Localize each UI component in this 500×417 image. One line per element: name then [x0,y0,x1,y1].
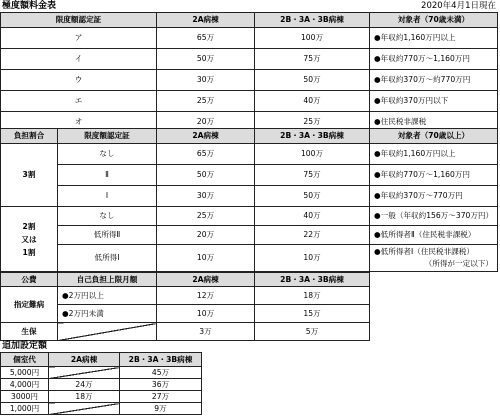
cell-room: 1,000円 [1,403,49,415]
cell-2a: 50万 [157,49,255,70]
cell-empty-slash [49,367,120,379]
cell-2b: 45万 [120,367,202,379]
cell-grade: Ⅰ [58,186,157,207]
cell-2a: 24万 [49,379,120,391]
cell-2b: 36万 [120,379,202,391]
table-public-expense [0,272,370,341]
header-2a: 2A病棟 [157,13,255,28]
cell-2b: 10万 [255,245,370,272]
header-limit: 自己負担上限月額 [58,273,157,287]
cell-target: ●年収約770万～1,160万円 [370,165,498,186]
header-room: 個室代 [1,353,49,367]
cell-target [370,245,498,272]
cell-limit: ●2万円以上 [58,287,157,305]
cell-2b: 27万 [120,391,202,403]
table-row [1,323,370,341]
cell-2b: 15万 [255,305,370,323]
header-target: 対象者（70歳未満） [370,13,498,28]
header-burden: 負担割合 [1,129,58,144]
cell-room: 5,000円 [1,367,49,379]
cell-2a: 3万 [157,323,255,341]
cell-grade: エ [1,91,157,112]
cell-room: 4,000円 [1,379,49,391]
table-row [1,287,370,305]
header-2b3a3b: 2B・3A・3B病棟 [255,129,370,144]
header-2a: 2A病棟 [157,129,255,144]
burden-3wari: 3割 [1,144,58,207]
cell-2b: 5万 [255,323,370,341]
target-text: ●低所得者Ⅰ（住民税非課税） [374,247,474,256]
cell-target: ●一般（年収約156万～370万円） [370,207,498,226]
table-row [1,70,498,91]
cell-2a: 50万 [157,165,255,186]
table-extra [0,352,202,415]
header-ninteishou: 限度額認定証 [58,129,157,144]
section-title-extra: 追加設定額 [2,341,48,351]
table-row [1,186,498,207]
cell-target: ●低所得者Ⅱ（住民税非課税） [370,226,498,245]
cell-2a: 65万 [157,28,255,49]
table-row [1,144,498,165]
cell-2a: 25万 [157,91,255,112]
table-row [1,49,498,70]
cell-target: ●年収約370万円以下 [370,91,498,112]
table-row [1,391,202,403]
cell-2b: 75万 [255,165,370,186]
cell-target: ●住民税非課税 [370,112,498,133]
header-target: 対象者（70歳以上） [370,129,498,144]
table-over70 [0,128,498,272]
burden-1wari: 1割 [22,247,36,257]
header-2b3a3b: 2B・3A・3B病棟 [255,13,370,28]
cell-grade: なし [58,144,157,165]
header-ninteishou: 限度額認定証 [1,13,157,28]
cell-2b: 40万 [255,91,370,112]
cell-empty-slash [58,323,157,341]
cell-2a: 10万 [157,245,255,272]
table-row [1,367,202,379]
cell-room: 3000円 [1,391,49,403]
cell-grade: Ⅱ [58,165,157,186]
cell-target: ●年収約1,160万円以上 [370,28,498,49]
cell-limit: ●2万円未満 [58,305,157,323]
page-title: 極度額料金表 [2,1,57,11]
cell-target: ●年収約770万～1,160万円 [370,49,498,70]
cell-empty-slash [49,403,120,415]
burden-2-1wari [1,207,58,272]
cell-2a: 18万 [49,391,120,403]
cell-2b: 40万 [255,207,370,226]
cell-grade: 低所得Ⅰ [58,245,157,272]
cell-2a: 20万 [157,112,255,133]
table-row [1,165,498,186]
table-row [1,91,498,112]
cell-2b: 100万 [255,28,370,49]
header-2b3a3b: 2B・3A・3B病棟 [120,353,202,367]
label-shitei-nanbyo: 指定難病 [1,287,58,323]
cell-2a: 12万 [157,287,255,305]
table-row [1,226,498,245]
table-row [1,28,498,49]
header-2b3a3b: 2B・3A・3B病棟 [255,273,370,287]
cell-grade: イ [1,49,157,70]
table-row [1,379,202,391]
cell-2b: 22万 [255,226,370,245]
cell-target: ●年収約370万～770万円 [370,186,498,207]
cell-target: ●年収約1,160万円以上 [370,144,498,165]
table-under70 [0,12,498,133]
header-2a: 2A病棟 [49,353,120,367]
header-public: 公費 [1,273,58,287]
cell-grade: なし [58,207,157,226]
cell-2b: 9万 [120,403,202,415]
cell-target: ●年収約370万～約770万円 [370,70,498,91]
burden-or: 又は [21,234,37,244]
cell-2b: 18万 [255,287,370,305]
cell-2a: 65万 [157,144,255,165]
cell-2b: 50万 [255,70,370,91]
cell-2b: 25万 [255,112,370,133]
burden-2wari: 2割 [22,221,36,231]
cell-2b: 75万 [255,49,370,70]
cell-grade: ア [1,28,157,49]
cell-2b: 50万 [255,186,370,207]
cell-2a: 25万 [157,207,255,226]
cell-2b: 100万 [255,144,370,165]
table-row [1,403,202,415]
label-seiho: 生保 [1,323,58,341]
cell-2a: 30万 [157,70,255,91]
table-row [1,245,498,272]
cell-grade: オ [1,112,157,133]
cell-grade: 低所得Ⅱ [58,226,157,245]
cell-grade: ウ [1,70,157,91]
cell-2a: 10万 [157,305,255,323]
header-2a: 2A病棟 [157,273,255,287]
date-label: 2020年4月1日現在 [421,1,496,11]
table-row [1,207,498,226]
cell-2a: 20万 [157,226,255,245]
target-note: （所得が一定以下） [424,259,493,268]
cell-2a: 30万 [157,186,255,207]
